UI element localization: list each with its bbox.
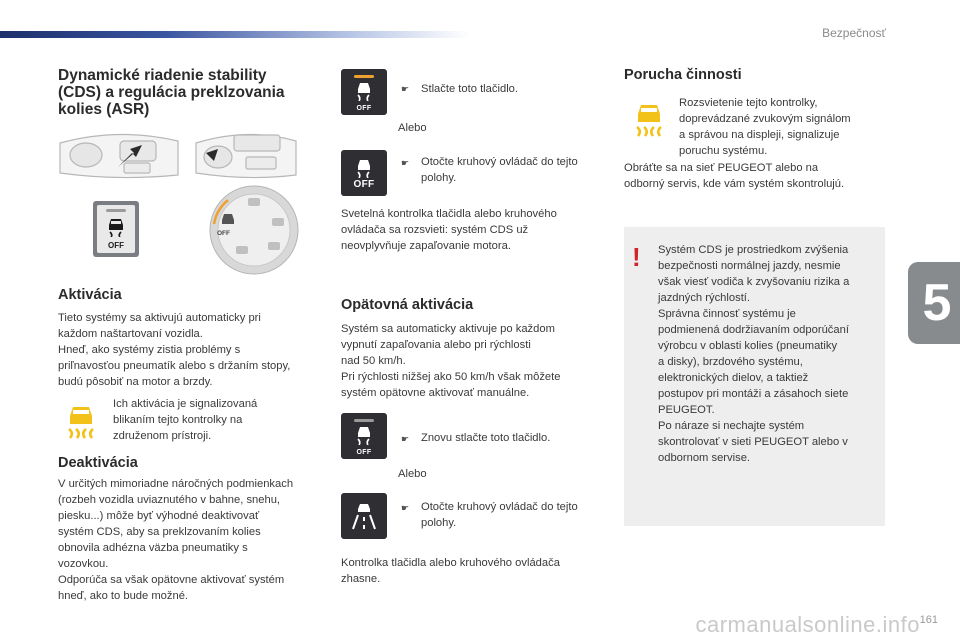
fault-heading: Porucha činnosti <box>624 67 742 83</box>
activation-note: Ich aktivácia je signalizovaná blikaním tejto kontrolky na združenom prístroji. <box>113 398 258 442</box>
warning-exclamation-icon: ! <box>632 242 641 272</box>
knob-normal-position-icon <box>341 493 387 539</box>
activation-section <box>58 286 328 304</box>
or-separator: Alebo <box>398 122 427 134</box>
header-bar <box>0 31 470 38</box>
left-title-block <box>58 67 318 118</box>
step-press-again: Znovu stlačte toto tlačidlo. <box>421 432 551 444</box>
rotary-knob-illustration: OFF <box>208 184 300 281</box>
knob-off-position-icon: OFF <box>341 150 387 196</box>
step-press-button: Stlačte toto tlačidlo. <box>421 83 519 95</box>
deactivation-text: V určitých mimoriadne náročných podmienkach (rozbeh vozidla uviaznutého v bahne, snehu, piesku...) môže byť výhodné deaktivovať systém CDS, aby sa preklzovaním kolies obnovila adhézna väzba pneumatiky s vozovkou. Odporúča sa však opätovne aktivovať systém hneď, ako to bude možné. <box>58 478 294 602</box>
skid-car-icon <box>64 402 98 440</box>
fault-section <box>624 66 884 84</box>
page-number: 161 <box>919 614 938 626</box>
fault-note: Rozsvietenie tejto kontrolky, doprevádzané zvukovým signálom a správou na displeji, signalizuje poruchu systému. <box>679 97 851 157</box>
status-text: Svetelná kontrolka tlačidla alebo kruhového ovládača sa rozsvieti: systém CDS už neovplyvňuje zapaľovanie motora. <box>341 208 557 252</box>
skid-car-icon <box>632 100 666 138</box>
reactivation-section <box>341 296 601 314</box>
chapter-tab: 5 <box>908 262 960 344</box>
watermark: carmanualsonline.info <box>695 612 920 637</box>
off-button-lit-icon: OFF <box>341 69 387 115</box>
off-text: Kontrolka tlačidla alebo kruhového ovládača zhasne. <box>341 557 560 585</box>
activation-text: Tieto systémy sa aktivujú automaticky pri každom naštartovaní vozidla. Hneď, ako systémy zistia problémy s priľnavosťou pneumatík alebo s držaním stopy, budú pôsobiť na motor a brzdy. <box>58 312 291 388</box>
or-separator-2: Alebo <box>398 468 427 480</box>
skid-car-icon <box>105 215 127 237</box>
dashboard-illustration <box>58 125 298 190</box>
section-heading: Dynamické riadenie stability (CDS) a regulácia preklzovania kolies (ASR) <box>58 67 285 118</box>
reactivation-heading: Opätovná aktivácia <box>341 297 474 313</box>
fault-text: Obráťte sa na sieť PEUGEOT alebo na odborný servis, kde vám systém skontrolujú. <box>624 162 845 190</box>
deactivation-section <box>58 454 328 472</box>
step-turn-knob: Otočte kruhový ovládač do tejto polohy. <box>421 156 578 184</box>
activation-heading: Aktivácia <box>58 287 122 303</box>
cds-off-button-illustration: OFF <box>93 201 139 257</box>
deactivation-heading: Deaktivácia <box>58 455 138 471</box>
reactivation-text: Systém sa automaticky aktivuje po každom vypnutí zapaľovania alebo pri rýchlosti nad 50 km/h. Pri rýchlosti nižšej ako 50 km/h však môžete systém opätovne aktivovať manuálne. <box>341 323 561 399</box>
section-title: Bezpečnosť <box>822 26 886 40</box>
warning-text: Systém CDS je prostriedkom zvýšenia bezpečnosti normálnej jazdy, nesmie však viesť vodiča k zvyšovaniu rizika a jazdných rýchlostí. Správna činnosť systému je podmienená dodržiavaním odporúčaní výrobcu v oblasti kolies (pneumatiky a disky), brzdového systému, elektronických dielov, a taktiež postupov pri montáži a zásahoch siete PEUGEOT. Po náraze si nechajte systém skontrolovať v sieti PEUGEOT alebo v odbornom servise. <box>658 244 850 464</box>
step-turn-knob-back: Otočte kruhový ovládač do tejto polohy. <box>421 501 578 529</box>
off-button-unlit-icon: OFF <box>341 413 387 459</box>
